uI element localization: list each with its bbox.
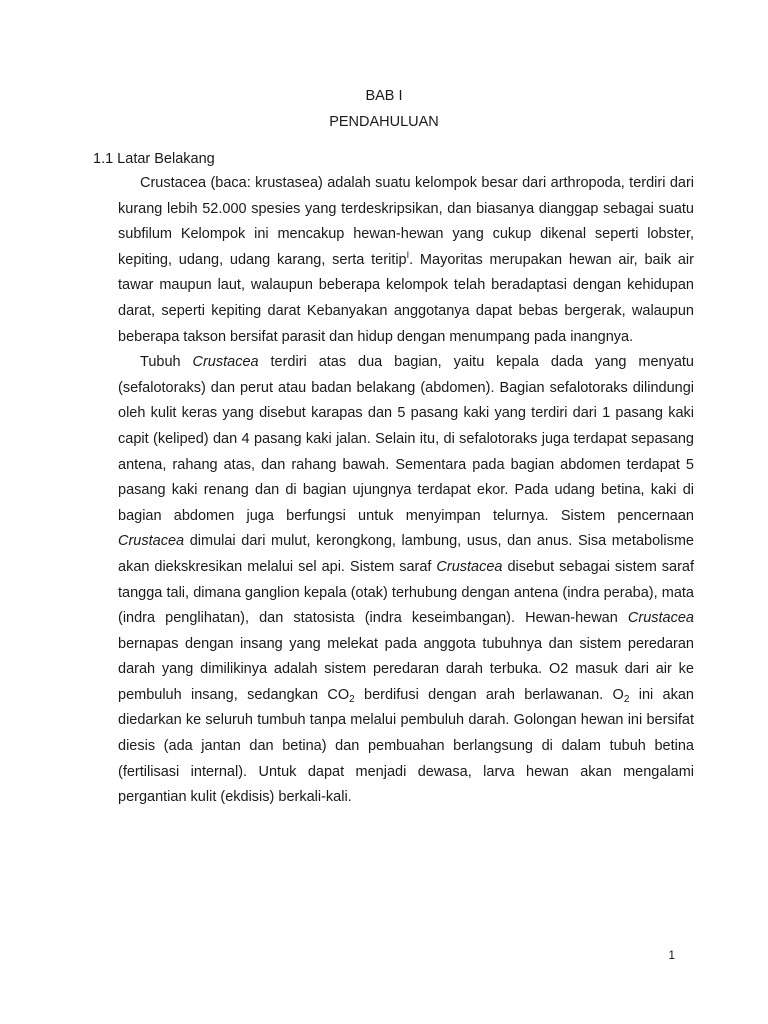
body-text — [118, 171, 694, 811]
text-italic: Crustacea — [118, 533, 185, 550]
paragraph-2 — [118, 350, 694, 811]
text-run: Tubuh — [140, 354, 193, 371]
text-sub: 2 — [349, 693, 355, 705]
text-run: terdiri atas dua bagian, yaitu kepala dada yang menyatu (sefalotoraks) dan perut atau badan belakang (abdomen). Bagian sefalotoraks dilindungi oleh kulit keras yang disebut karapas dan 5 pasang kaki yang terdiri dari 1 pasang kaki capit (keliped) dan 4 pasang kaki jalan. Selain itu, di sefalotoraks juga terdapat sepasang antena, rahang atas, dan rahang bawah. Sementara pada bagian abdomen terdapat 5 pasang kaki renang dan di bagian ujungnya terdapat ekor. Pada udang betina, kaki di bagian abdomen juga berfungsi untuk menyimpan telurnya. Sistem pencernaan — [118, 354, 694, 524]
text-sub: 2 — [623, 693, 630, 705]
text-run: ini akan diedarkan ke seluruh tumbuh tanpa melalui pembuluh darah. Golongan hewan ini bersifat diesis (ada jantan dan betina) dan pembuahan berlangsung di dalam tubuh betina (fertilisasi internal). Untuk dapat menjadi dewasa, larva hewan akan mengalami pergantian kulit (ekdisis) berkali-kali. — [118, 686, 694, 806]
text-italic: Crustacea — [436, 558, 503, 575]
page-number: 1 — [668, 948, 675, 962]
text-run: bernapas dengan insang yang melekat pada anggota tubuhnya dan sistem peredaran darah yang dimilikinya adalah sistem peredaran darah terbuka. O2 masuk dari air ke pembuluh insang, sedangkan CO — [118, 635, 694, 703]
text-run: . Mayoritas merupakan hewan air, baik air tawar maupun laut, walaupun beberapa kelompok telah beradaptasi dengan kehidupan darat, seperti kepiting darat Kebanyakan anggotanya dapat bebas bergerak, walaupun beberapa takson bersifat parasit dan hidup dengan menumpang pada inangnya. — [118, 251, 694, 345]
text-italic: Crustacea — [192, 354, 259, 371]
chapter-number: BAB I — [365, 88, 403, 104]
text-run: dimulai dari mulut, kerongkong, lambung, usus, dan anus. Sisa metabolisme akan diekskresikan melalui sel api. Sistem saraf — [118, 533, 694, 575]
text-run: Crustacea (baca: krustasea) adalah suatu kelompok besar dari arthropoda, terdiri dari kurang lebih 52.000 spesies yang terdeskripsikan, dan biasanya dianggap sebagai suatu subfilum Kelompok ini mencakup hewan-hewan yang cukup dikenal seperti lobster, kepiting, udang, udang karang, serta teritip — [118, 175, 694, 268]
paragraph-1 — [118, 171, 694, 350]
chapter-title: PENDAHULUAN — [329, 114, 439, 130]
section-heading: 1.1 Latar Belakang — [93, 151, 215, 167]
text-italic: Crustacea — [627, 610, 694, 627]
text-sup: I — [406, 249, 410, 260]
text-run: berdifusi dengan arah berlawanan. O — [354, 686, 624, 703]
text-run: disebut sebagai sistem saraf tangga tali, dimana ganglion kepala (otak) terhubung dengan antena (indra peraba), mata (indra penglihatan), dan statosista (indra keseimbangan). Hewan-hewan — [118, 558, 694, 627]
